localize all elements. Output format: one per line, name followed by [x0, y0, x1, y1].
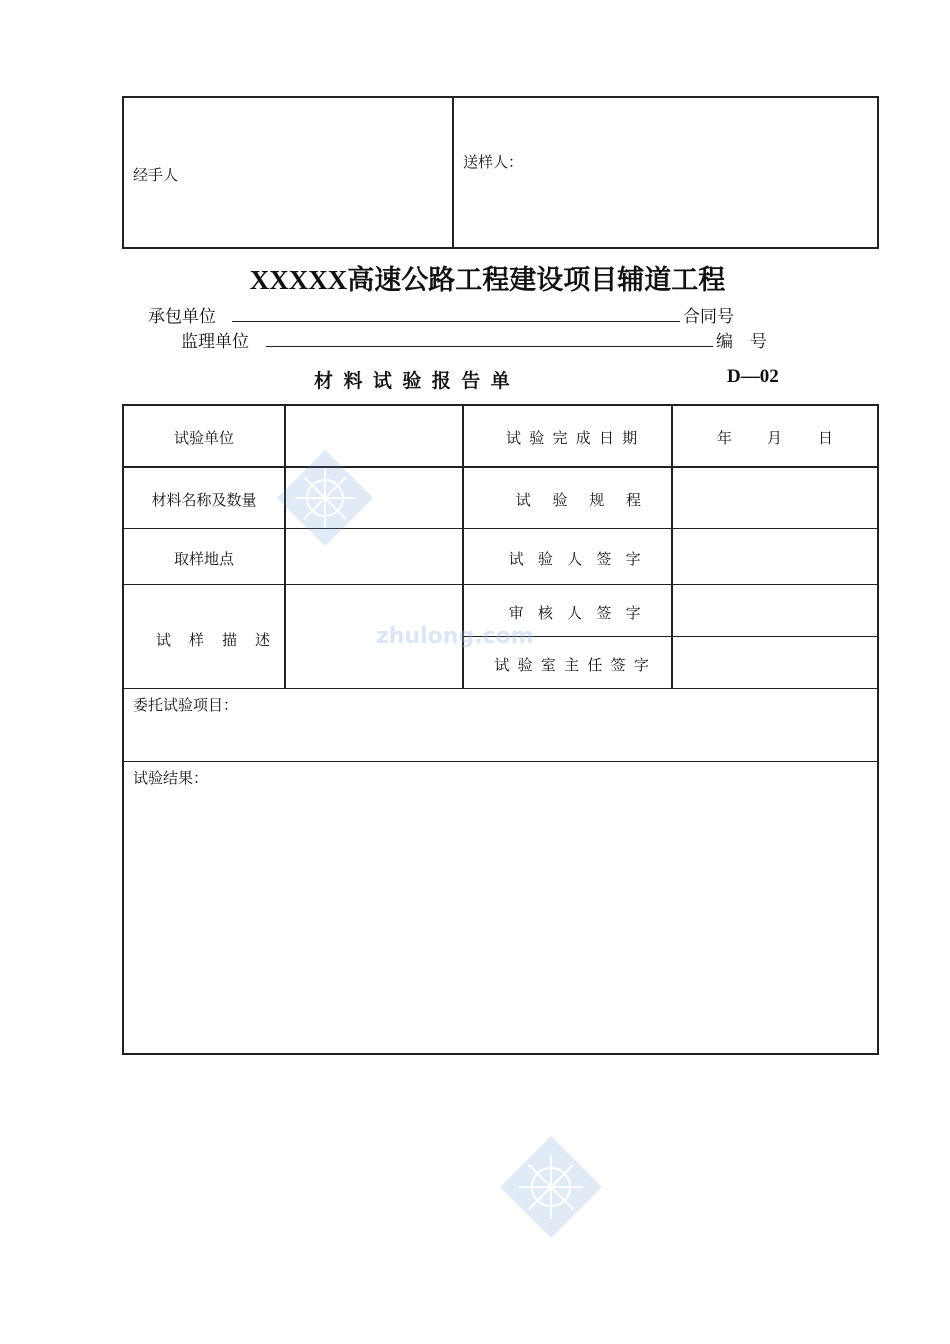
test-unit-label: 试验单位 — [173, 429, 234, 447]
sampling-site-label: 取样地点 — [173, 550, 234, 568]
form-title: 材料试验报告单 — [314, 370, 521, 392]
tester-sign-label: 试验人签字 — [508, 550, 655, 568]
supervisor-underline — [266, 346, 713, 347]
title-latin: XXXXX — [249, 265, 348, 295]
supervisor-label: 监理单位 — [181, 332, 249, 352]
date-month: 月 — [767, 429, 783, 447]
contractor-label: 承包单位 — [148, 307, 216, 327]
watermark-logo-bottom-icon — [498, 1134, 604, 1240]
reviewer-sign-label: 审核人签字 — [508, 604, 655, 622]
material-label: 材料名称及数量 — [151, 491, 257, 509]
procedure-label: 试验规程 — [515, 491, 663, 509]
grid-hline-5 — [122, 688, 879, 689]
contractor-underline — [232, 321, 680, 322]
completion-date-label: 试验完成日期 — [505, 429, 646, 447]
watermark-text: zhulong.com — [376, 624, 534, 649]
date-year: 年 — [717, 429, 733, 447]
grid-hline-3 — [122, 584, 879, 585]
date-day: 日 — [818, 429, 834, 447]
test-unit-value[interactable] — [286, 427, 462, 447]
sample-desc-label: 试样描述 — [155, 631, 288, 649]
top-box-divider — [452, 96, 454, 249]
grid-hline-2 — [122, 528, 879, 529]
sampling-site-value[interactable] — [286, 548, 462, 568]
title-cjk: 高速公路工程建设项目辅道工程 — [347, 265, 726, 296]
contract-no-label: 合同号 — [683, 307, 734, 327]
serial-no-label: 编 号 — [716, 332, 767, 352]
grid-hline-1 — [122, 466, 879, 468]
procedure-value[interactable] — [673, 489, 877, 509]
document-title — [0, 258, 950, 297]
top-signature-box — [122, 96, 879, 249]
form-code: D—02 — [727, 366, 779, 387]
grid-hline-6 — [122, 761, 879, 762]
results-label: 试验结果： — [133, 769, 209, 787]
sender-label: 送样人： — [463, 153, 524, 171]
watermark-logo-icon — [275, 448, 375, 548]
commissioned-items-label: 委托试验项目： — [133, 696, 239, 714]
director-sign-label: 试验室主任签字 — [494, 656, 658, 674]
handler-label: 经手人 — [133, 166, 179, 184]
